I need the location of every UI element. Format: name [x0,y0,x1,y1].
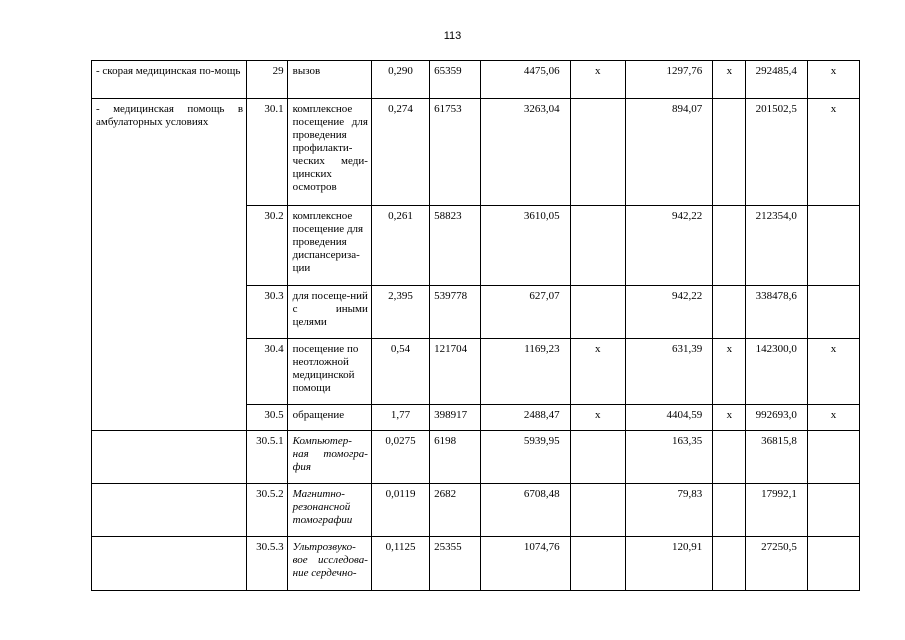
x-mark-cell [570,484,625,537]
per-capita-cell: 120,91 [625,537,712,591]
unit-cell: посещение по неотложной медицинской помощи [287,339,371,405]
x-mark-cell [807,206,859,286]
x-mark-cell [570,537,625,591]
table-row [92,61,860,99]
volume-cell: 25355 [430,537,481,591]
x-mark-cell: х [570,405,625,431]
cost-per-unit-cell: 1169,23 [481,339,570,405]
per-capita-cell: 4404,59 [625,405,712,431]
cost-per-unit-cell: 2488,47 [481,405,570,431]
per-capita-cell: 942,22 [625,206,712,286]
unit-cell: Магнитно-резонансной томографии [287,484,371,537]
table-row [92,99,860,206]
x-mark-cell: х [807,99,859,206]
section-label-empty [92,484,247,537]
total-cell: 17992,1 [746,484,807,537]
unit-cell: Компьютер-ная томогра-фия [287,431,371,484]
x-mark-cell: х [713,61,746,99]
x-mark-cell [713,286,746,339]
unit-cell: комплексное посещение для проведения профилакти-ческих меди-цинских осмотров [287,99,371,206]
section-label: - скорая медицинская по-мощь [92,61,247,99]
norm-volume-cell: 2,395 [371,286,429,339]
page-number: 113 [443,30,462,42]
section-label: - медицинская помощь в амбулаторных условиях [92,99,247,431]
volume-cell: 58823 [430,206,481,286]
section-label-empty [92,537,247,591]
row-code: 30.5 [247,405,288,431]
unit-cell: обращение [287,405,371,431]
table-row [92,537,860,591]
volume-cell: 2682 [430,484,481,537]
per-capita-cell: 1297,76 [625,61,712,99]
table-row [92,484,860,537]
cost-per-unit-cell: 1074,76 [481,537,570,591]
x-mark-cell [807,537,859,591]
x-mark-cell: х [713,405,746,431]
tariff-table [91,60,860,591]
norm-volume-cell: 0,274 [371,99,429,206]
unit-cell: Ультрозвуко-вое исследова-ние сердечно- [287,537,371,591]
x-mark-cell: х [807,339,859,405]
total-cell: 338478,6 [746,286,807,339]
per-capita-cell: 942,22 [625,286,712,339]
x-mark-cell: х [713,339,746,405]
cost-per-unit-cell: 3263,04 [481,99,570,206]
x-mark-cell: х [807,405,859,431]
x-mark-cell: х [570,61,625,99]
volume-cell: 61753 [430,99,481,206]
cost-per-unit-cell: 3610,05 [481,206,570,286]
unit-cell: вызов [287,61,371,99]
total-cell: 201502,5 [746,99,807,206]
row-code: 30.3 [247,286,288,339]
row-code: 29 [247,61,288,99]
norm-volume-cell: 1,77 [371,405,429,431]
cost-per-unit-cell: 6708,48 [481,484,570,537]
volume-cell: 539778 [430,286,481,339]
norm-volume-cell: 0,1125 [371,537,429,591]
x-mark-cell [807,484,859,537]
x-mark-cell [713,206,746,286]
norm-volume-cell: 0,261 [371,206,429,286]
x-mark-cell [713,99,746,206]
x-mark-cell [570,286,625,339]
total-cell: 212354,0 [746,206,807,286]
total-cell: 292485,4 [746,61,807,99]
per-capita-cell: 79,83 [625,484,712,537]
x-mark-cell: х [570,339,625,405]
x-mark-cell [713,537,746,591]
row-code: 30.5.2 [247,484,288,537]
cost-per-unit-cell: 4475,06 [481,61,570,99]
volume-cell: 6198 [430,431,481,484]
row-code: 30.5.3 [247,537,288,591]
x-mark-cell [570,206,625,286]
row-code: 30.5.1 [247,431,288,484]
total-cell: 27250,5 [746,537,807,591]
row-code: 30.2 [247,206,288,286]
volume-cell: 65359 [430,61,481,99]
cost-per-unit-cell: 5939,95 [481,431,570,484]
x-mark-cell [713,484,746,537]
volume-cell: 121704 [430,339,481,405]
norm-volume-cell: 0,54 [371,339,429,405]
per-capita-cell: 631,39 [625,339,712,405]
x-mark-cell: х [807,61,859,99]
norm-volume-cell: 0,0119 [371,484,429,537]
norm-volume-cell: 0,0275 [371,431,429,484]
section-label-empty [92,431,247,484]
total-cell: 992693,0 [746,405,807,431]
unit-cell: комплексное посещение для проведения диспансериза-ции [287,206,371,286]
norm-volume-cell: 0,290 [371,61,429,99]
table-row [92,431,860,484]
total-cell: 142300,0 [746,339,807,405]
x-mark-cell [807,431,859,484]
x-mark-cell [570,431,625,484]
unit-cell: для посеще-ний с иными целями [287,286,371,339]
cost-per-unit-cell: 627,07 [481,286,570,339]
x-mark-cell [807,286,859,339]
x-mark-cell [713,431,746,484]
x-mark-cell [570,99,625,206]
per-capita-cell: 163,35 [625,431,712,484]
per-capita-cell: 894,07 [625,99,712,206]
row-code: 30.4 [247,339,288,405]
volume-cell: 398917 [430,405,481,431]
total-cell: 36815,8 [746,431,807,484]
row-code: 30.1 [247,99,288,206]
